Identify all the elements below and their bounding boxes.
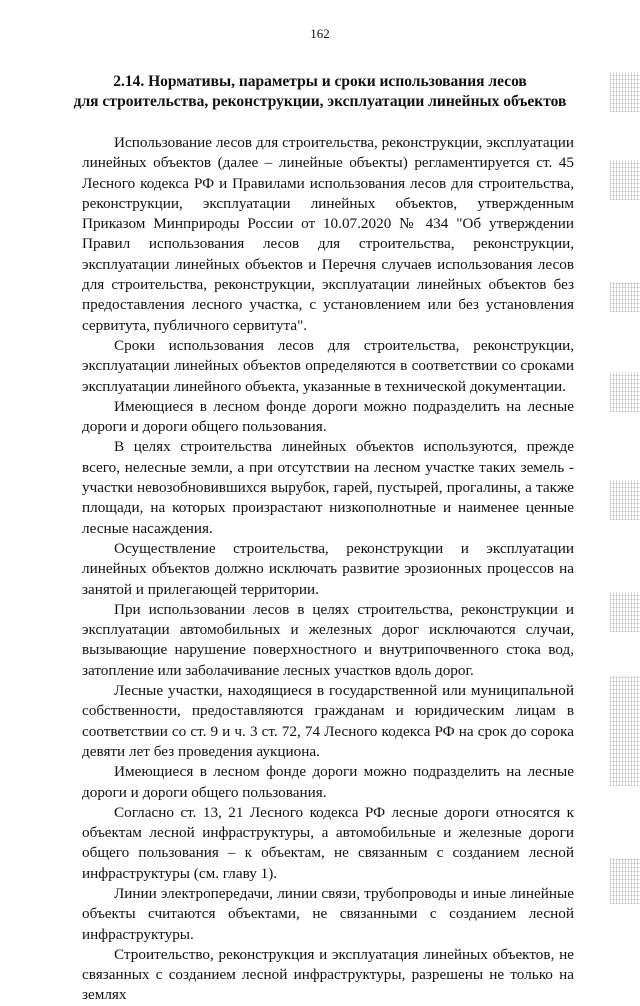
- paragraph: Сроки использования лесов для строительства, реконструкции, эксплуатации линейных объектов определяются в соответствии со сроками эксплуатации линейного объекта, указанные в технической документации.: [82, 336, 574, 395]
- page-number: 162: [310, 26, 330, 41]
- scan-artifact: [610, 72, 640, 112]
- paragraph: Осуществление строительства, реконструкции и эксплуатации линейных объектов должно исключать развитие эрозионных процессов на занятой и прилегающей территории.: [82, 539, 574, 598]
- scan-artifact: [610, 372, 640, 412]
- scan-artifact: [610, 282, 640, 312]
- section-heading-line-1: 2.14. Нормативы, параметры и сроки использования лесов: [113, 73, 527, 90]
- scan-artifact: [610, 480, 640, 520]
- section-heading: [60, 72, 580, 112]
- scan-artifact: [610, 160, 640, 200]
- paragraph: Использование лесов для строительства, реконструкции, эксплуатации линейных объектов (далее – линейные объекты) регламентируется ст. 45 Лесного кодекса РФ и Правилами использования лесов для строительства, реконструкции, эксплуатации линейных объектов, утвержденным Приказом Минприроды России от 10.07.2020 № 434 "Об утверждении Правил использования лесов для строительства, реконструкции, эксплуатации линейных объектов и Перечня случаев использования лесов для строительства, реконструкции, эксплуатации линейных объектов без предоставления лесного участка, с установлением или без установления сервитута, публичного сервитута".: [82, 134, 574, 334]
- paragraph: Имеющиеся в лесном фонде дороги можно подразделить на лесные дороги и дороги общего пользования.: [82, 763, 574, 801]
- paragraph: При использовании лесов в целях строительства, реконструкции и эксплуатации автомобильных и железных дорог исключаются случаи, вызывающие нарушение поверхностного и внутрипочвенного стока вод, затопление или заболачивание лесных участков вдоль дорог.: [82, 600, 574, 679]
- section-heading-line-2: для строительства, реконструкции, эксплуатации линейных объектов: [73, 93, 567, 110]
- scan-artifact: [610, 858, 640, 904]
- paragraph: Линии электропередачи, линии связи, трубопроводы и иные линейные объекты считаются объектами, не связанными с созданием лесной инфраструктуры.: [82, 884, 574, 943]
- paragraph: Согласно ст. 13, 21 Лесного кодекса РФ лесные дороги относятся к объектам лесной инфраструктуры, а автомобильные и железные дороги общего пользования – к объектам, не связанным с созданием лесной инфраструктуры (см. главу 1).: [82, 803, 574, 882]
- paragraph: Лесные участки, находящиеся в государственной или муниципальной собственности, предоставляются гражданам и юридическим лицам в соответствии со ст. 9 и ч. 3 ст. 72, 74 Лесного кодекса РФ на срок до сорока девяти лет без проведения аукциона.: [82, 682, 574, 760]
- body-text: [82, 133, 574, 1006]
- scan-artifact: [610, 592, 640, 632]
- scan-artifact: [610, 676, 640, 786]
- paragraph: Строительство, реконструкция и эксплуатация линейных объектов, не связанных с созданием лесной инфраструктуры, разрешены не только на землях: [82, 945, 574, 1004]
- paragraph: Имеющиеся в лесном фонде дороги можно подразделить на лесные дороги и дороги общего пользования.: [82, 397, 574, 436]
- paragraph: В целях строительства линейных объектов используются, прежде всего, нелесные земли, а при отсутствии на лесном участке таких земель - участки невозобновившихся вырубок, гарей, пустырей, прогалины, а также площади, на которых произрастают низкополнотные и наименее ценные лесные насаждения.: [82, 438, 574, 537]
